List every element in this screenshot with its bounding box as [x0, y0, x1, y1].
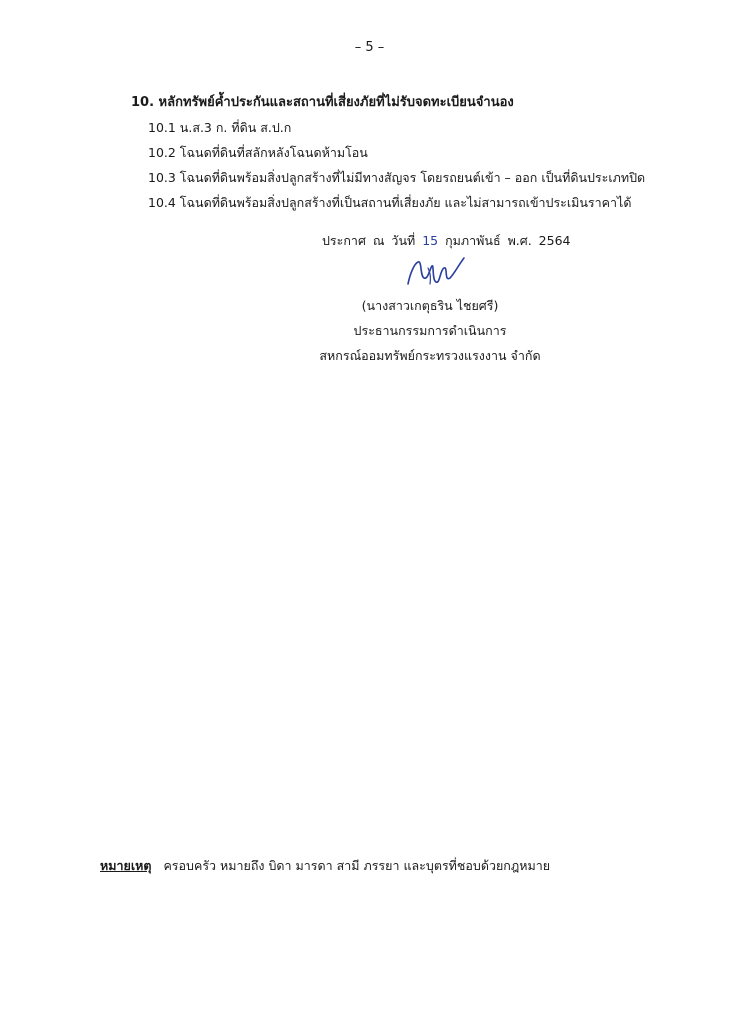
list-item: 10.3 โฉนดที่ดินพร้อมสิ่งปลูกสร้างที่ไม่มีทางสัญจร โดยรถยนต์เข้า – ออก เป็นที่ดินประเภทปิด [148, 170, 646, 185]
section-heading: 10. หลักทรัพย์ค้ำประกันและสถานที่เสี่ยงภัยที่ไม่รับจดทะเบียนจำนอง [131, 95, 514, 110]
footnote [100, 856, 550, 876]
announcement-day: 15 [422, 233, 439, 248]
handwritten-signature [404, 254, 470, 290]
signatory-name: (นางสาวเกตุธริน ไชยศรี) [361, 298, 499, 313]
footnote-label: หมายเหตุ [100, 858, 152, 873]
announcement-suffix: กุมภาพันธ์ พ.ศ. 2564 [445, 233, 571, 248]
announcement-date-line [322, 231, 570, 251]
footnote-text: ครอบครัว หมายถึง บิดา มารดา สามี ภรรยา และบุตรที่ชอบด้วยกฎหมาย [163, 858, 551, 873]
signatory-organization: สหกรณ์ออมทรัพย์กระทรวงแรงงาน จำกัด [319, 348, 541, 363]
list-item: 10.2 โฉนดที่ดินที่สลักหลังโฉนดห้ามโอน [148, 145, 368, 160]
announcement-prefix: ประกาศ ณ วันที่ [322, 233, 416, 248]
signatory-position: ประธานกรรมการดำเนินการ [353, 323, 507, 338]
page-number: – 5 – [354, 40, 385, 55]
list-item: 10.4 โฉนดที่ดินพร้อมสิ่งปลูกสร้างที่เป็นสถานที่เสี่ยงภัย และไม่สามารถเข้าประเมินราคาได้ [148, 195, 632, 210]
list-item: 10.1 น.ส.3 ก. ที่ดิน ส.ป.ก [148, 120, 292, 135]
